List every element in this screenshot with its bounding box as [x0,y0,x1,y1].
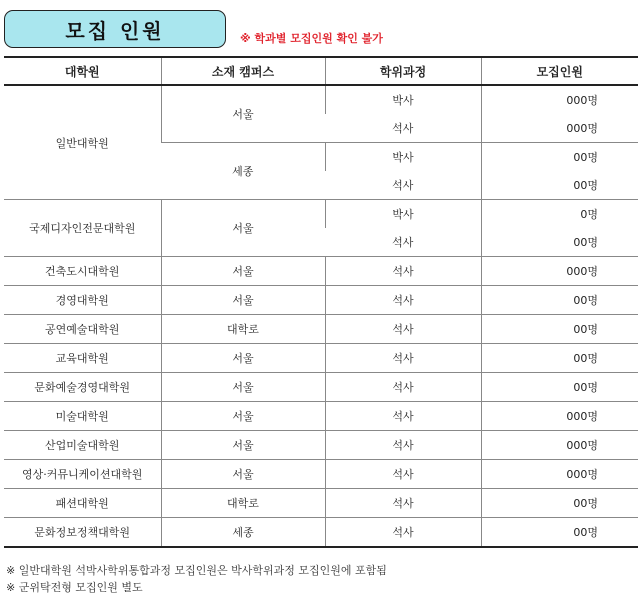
degree-cell: 석사 [325,344,481,373]
campus-cell: 서울 [161,460,325,489]
campus-cell: 서울 [161,200,325,257]
footnote: ※ 군위탁전형 모집인원 별도 [6,581,143,594]
degree-cell: 석사 [325,489,481,518]
quota-cell: 000명 [481,460,638,489]
degree-cell: 석사 [325,431,481,460]
degree-cell: 석사 [325,228,481,257]
campus-cell: 서울 [161,257,325,286]
school-name: 건축도시대학원 [4,257,161,286]
school-name: 미술대학원 [4,402,161,431]
quota-cell: 00명 [481,171,638,200]
school-name: 문화정보정책대학원 [4,518,161,548]
table-row [4,373,638,402]
degree-cell: 박사 [325,143,481,172]
campus-cell: 서울 [161,431,325,460]
school-name: 산업미술대학원 [4,431,161,460]
degree-cell: 석사 [325,402,481,431]
table-row [4,518,638,548]
campus-cell: 세종 [161,143,325,200]
school-name: 공연예술대학원 [4,315,161,344]
degree-cell: 석사 [325,315,481,344]
footnote: ※ 일반대학원 석박사학위통합과정 모집인원은 박사학위과정 모집인원에 포함됨 [6,564,387,577]
table-row [4,431,638,460]
school-name: 국제디자인전문대학원 [4,200,161,257]
campus-cell: 대학로 [161,489,325,518]
quota-cell: 000명 [481,431,638,460]
degree-cell: 석사 [325,286,481,315]
table-row [4,286,638,315]
campus-cell: 서울 [161,344,325,373]
school-name: 일반대학원 [4,85,161,200]
school-name: 패션대학원 [4,489,161,518]
degree-cell: 석사 [325,171,481,200]
degree-cell: 석사 [325,460,481,489]
table-row [4,344,638,373]
header-campus: 소재 캠퍼스 [161,57,325,85]
campus-cell: 서울 [161,373,325,402]
degree-cell: 석사 [325,257,481,286]
quota-cell: 00명 [481,143,638,172]
quota-cell: 00명 [481,228,638,257]
campus-cell: 대학로 [161,315,325,344]
school-name: 영상·커뮤니케이션대학원 [4,460,161,489]
footnotes [6,562,387,596]
header-degree: 학위과정 [325,57,481,85]
quota-cell: 00명 [481,518,638,548]
page-title: 모집 인원 [65,18,165,43]
page-title-box [4,10,226,48]
school-name: 경영대학원 [4,286,161,315]
degree-cell: 석사 [325,518,481,548]
notice-text: ※ 학과별 모집인원 확인 불가 [240,32,383,45]
campus-cell: 서울 [161,286,325,315]
campus-cell: 세종 [161,518,325,548]
header-quota: 모집인원 [481,57,638,85]
school-name: 문화예술경영대학원 [4,373,161,402]
quota-cell: 000명 [481,114,638,143]
table-row [4,257,638,286]
degree-cell: 석사 [325,114,481,143]
table-row [4,85,638,114]
header-graduate-school: 대학원 [4,57,161,85]
quota-cell: 000명 [481,85,638,114]
school-name: 교육대학원 [4,344,161,373]
table-row [4,402,638,431]
quota-cell: 000명 [481,402,638,431]
campus-cell: 서울 [161,402,325,431]
table-row [4,460,638,489]
quota-cell: 000명 [481,257,638,286]
quota-cell: 00명 [481,315,638,344]
degree-cell: 박사 [325,85,481,114]
quota-cell: 00명 [481,373,638,402]
quota-cell: 00명 [481,344,638,373]
table-row [4,315,638,344]
table-row [4,489,638,518]
degree-cell: 박사 [325,200,481,229]
table-row [4,200,638,229]
table-header-row [4,57,638,85]
admission-quota-table [4,56,638,548]
quota-cell: 00명 [481,286,638,315]
quota-cell: 0명 [481,200,638,229]
quota-cell: 00명 [481,489,638,518]
degree-cell: 석사 [325,373,481,402]
campus-cell: 서울 [161,85,325,143]
